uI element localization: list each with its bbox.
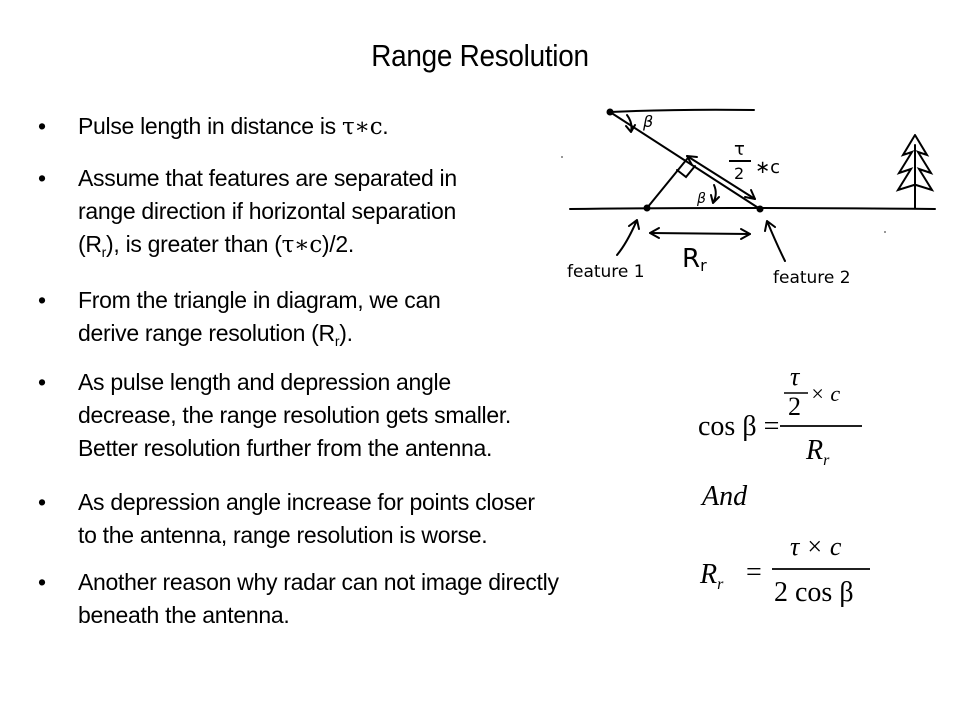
- formula2-den: 2 cos β: [774, 577, 854, 608]
- ground-line: [570, 208, 935, 209]
- bullet-line: derive range resolution $(R_r)$.: [78, 320, 353, 349]
- bullet-dot: •: [38, 369, 47, 395]
- pulse-label-two: 2: [734, 164, 745, 183]
- bullet-dot: •: [38, 569, 47, 595]
- formula-block: [690, 355, 890, 615]
- bullet-dot: •: [38, 489, 47, 515]
- bullet-dot: •: [38, 113, 47, 139]
- formula2-lhs: $R_r$: [700, 559, 724, 593]
- bullet-line: Another reason why radar can not image directly: [78, 569, 559, 595]
- bullet-line: As pulse length and depression angle: [78, 369, 451, 395]
- formula1-lhs: cos β =: [698, 411, 780, 442]
- range-resolution-diagram: [555, 95, 950, 305]
- pulse-label-tau: τ: [734, 139, 745, 160]
- slide-title: Range Resolution: [371, 38, 589, 73]
- feature1-pointer-arrow: [617, 220, 639, 255]
- formula1-num-two: 2: [788, 392, 801, 421]
- and-label: And: [702, 481, 748, 512]
- bullet-dot: •: [38, 287, 47, 313]
- range-arrow-shaft: [650, 233, 750, 234]
- bullet-line: beneath the antenna.: [78, 602, 290, 628]
- pulse-label-star-c: ∗c: [755, 157, 780, 178]
- feature1-label: feature 1: [567, 262, 645, 282]
- bullet-line: to the antenna, range resolution is worse.: [78, 522, 488, 548]
- bullet-line: Better resolution further from the antenna.: [78, 435, 493, 461]
- feature2-label: feature 2: [773, 268, 851, 288]
- feature1-point-icon: [644, 205, 651, 212]
- bullet-dot: •: [38, 165, 47, 191]
- formula2-num: τ × c: [790, 532, 842, 561]
- perpendicular-line: [647, 159, 687, 208]
- speck-dot-right: [884, 231, 886, 233]
- antenna-point-icon: [607, 109, 614, 116]
- range-label: Rr: [682, 244, 707, 275]
- bullet-line: Assume that features are separated in: [78, 165, 457, 191]
- beta-lower-arrow: [711, 185, 719, 203]
- antenna-track-line: [610, 110, 754, 112]
- speck-dot-left: [561, 156, 563, 158]
- formula1-num-times-c: × c: [810, 381, 841, 406]
- beta-top-label: β: [643, 112, 654, 131]
- bullet-line: decrease, the range resolution gets smaller.: [78, 402, 511, 428]
- formula1-num-tau: τ: [790, 362, 800, 391]
- bullet-line: As depression angle increase for points closer: [78, 489, 535, 515]
- bullet-line: range direction if horizontal separation: [78, 198, 456, 224]
- bullet-line: Pulse length in distance is τ∗c.: [78, 113, 389, 140]
- feature2-point-icon: [757, 206, 764, 213]
- feature2-pointer-arrow: [765, 221, 785, 261]
- formula2-eq: =: [746, 557, 762, 588]
- bullet-line: $(R_r)$, is greater than (τ∗c)/2.: [78, 231, 354, 260]
- bullet-line: From the triangle in diagram, we can: [78, 287, 441, 313]
- formula1-den: $R_r$: [806, 435, 830, 469]
- beta-lower-label: β: [697, 191, 706, 207]
